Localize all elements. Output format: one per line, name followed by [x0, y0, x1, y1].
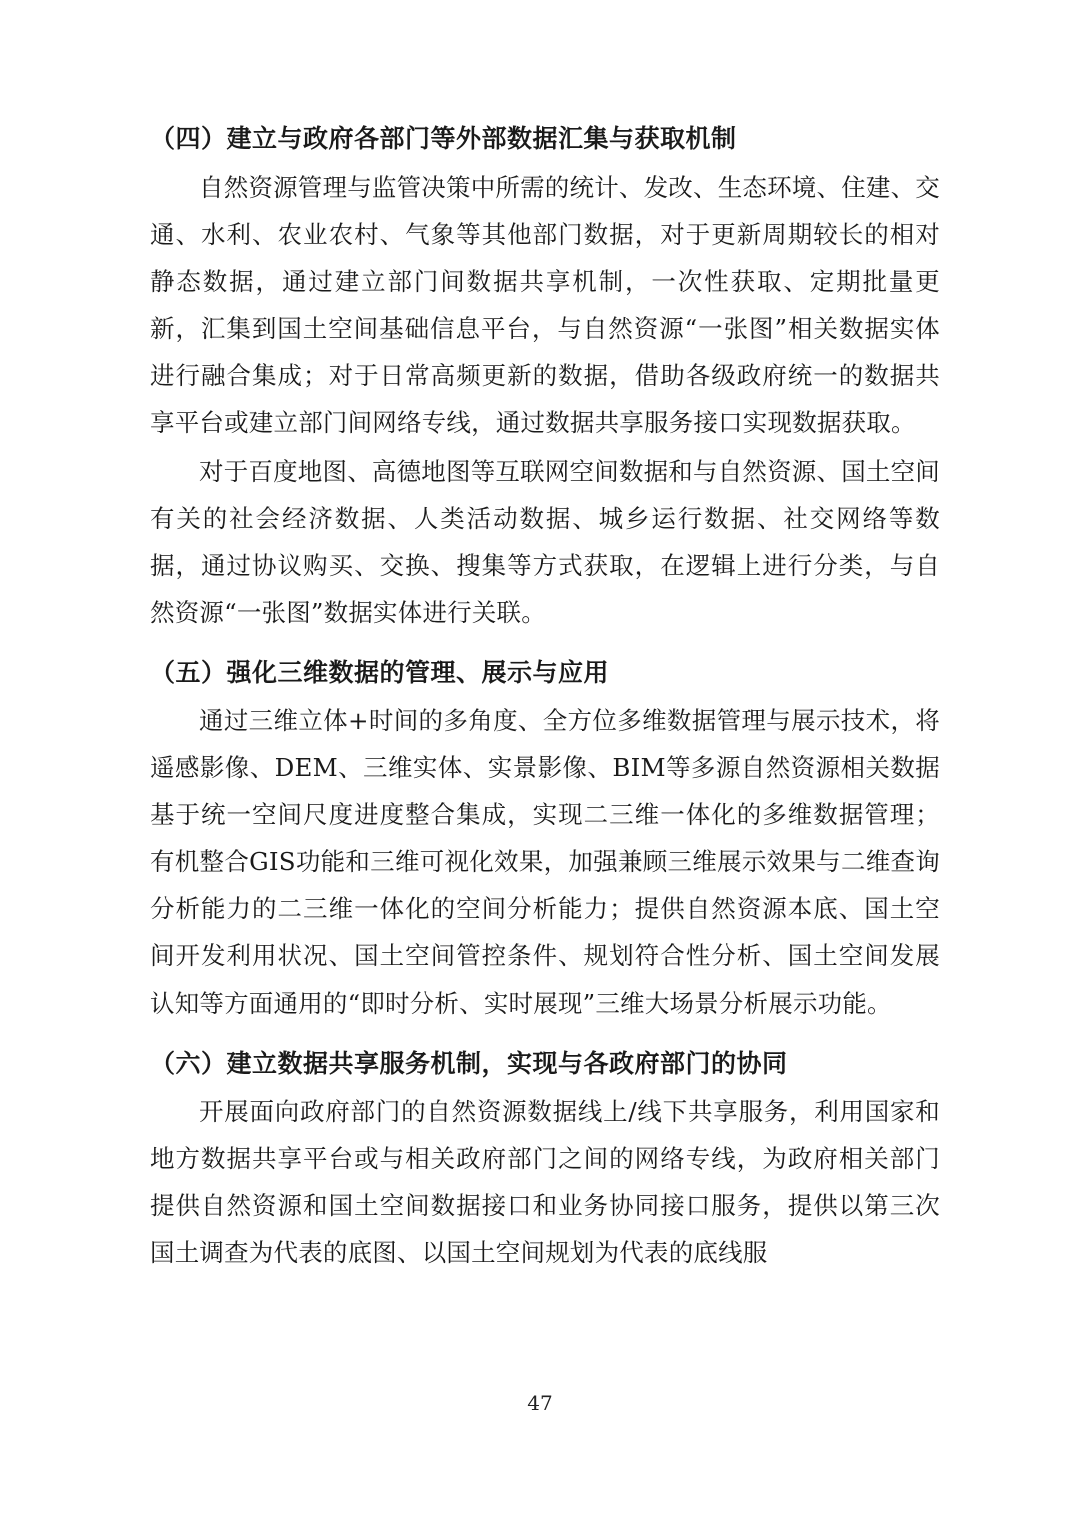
section-heading-6: （六）建立数据共享服务机制，实现与各政府部门的协同: [150, 1048, 788, 1078]
section-heading-4: （四）建立与政府各部门等外部数据汇集与获取机制: [150, 124, 737, 153]
page-content: [150, 120, 940, 1276]
paragraph-4-2: 对于百度地图、高德地图等互联网空间数据和与自然资源、国土空间有关的社会经济数据、人类活动数据、城乡运行数据、社交网络等数据，通过协议购买、交换、搜集等方式获取，在逻辑上进行分类，与自然资源“一张图”数据实体进行关联。: [150, 456, 940, 627]
paragraph-4-1: 自然资源管理与监管决策中所需的统计、发改、生态环境、住建、交通、水利、农业农村、气象等其他部门数据，对于更新周期较长的相对静态数据，通过建立部门间数据共享机制，一次性获取、定期批量更新，汇集到国土空间基础信息平台，与自然资源“一张图”相关数据实体进行融合集成；对于日常高频更新的数据，借助各级政府统一的数据共享平台或建立部门间网络专线，通过数据共享服务接口实现数据获取。: [150, 172, 940, 437]
section-heading-5: （五）强化三维数据的管理、展示与应用: [150, 657, 610, 687]
section-block-6: [150, 1045, 940, 1083]
paragraph-5-1: 通过三维立体+时间的多角度、全方位多维数据管理与展示技术，将遥感影像、DEM、三维实体、实景影像、BIM等多源自然资源相关数据基于统一空间尺度进度整合集成，实现二三维一体化的多维数据管理；有机整合GIS功能和三维可视化效果，加强兼顾三维展示效果与二维查询分析能力的二三维一体化的空间分析能力；提供自然资源本底、国土空间开发利用状况、国土空间管控条件、规划符合性分析、国土空间发展认知等方面通用的“即时分析、实时展现”三维大场景分析展示功能。: [150, 706, 940, 1018]
section-block-4: [150, 120, 940, 158]
section-block-5: [150, 654, 940, 692]
page-number: 47: [527, 1391, 553, 1415]
paragraph-6-1: 开展面向政府部门的自然资源数据线上/线下共享服务，利用国家和地方数据共享平台或与相关政府部门之间的网络专线，为政府相关部门提供自然资源和国土空间数据接口和业务协同接口服务，提供以第三次国土调查为代表的底图、以国土空间规划为代表的底线服: [150, 1097, 940, 1268]
